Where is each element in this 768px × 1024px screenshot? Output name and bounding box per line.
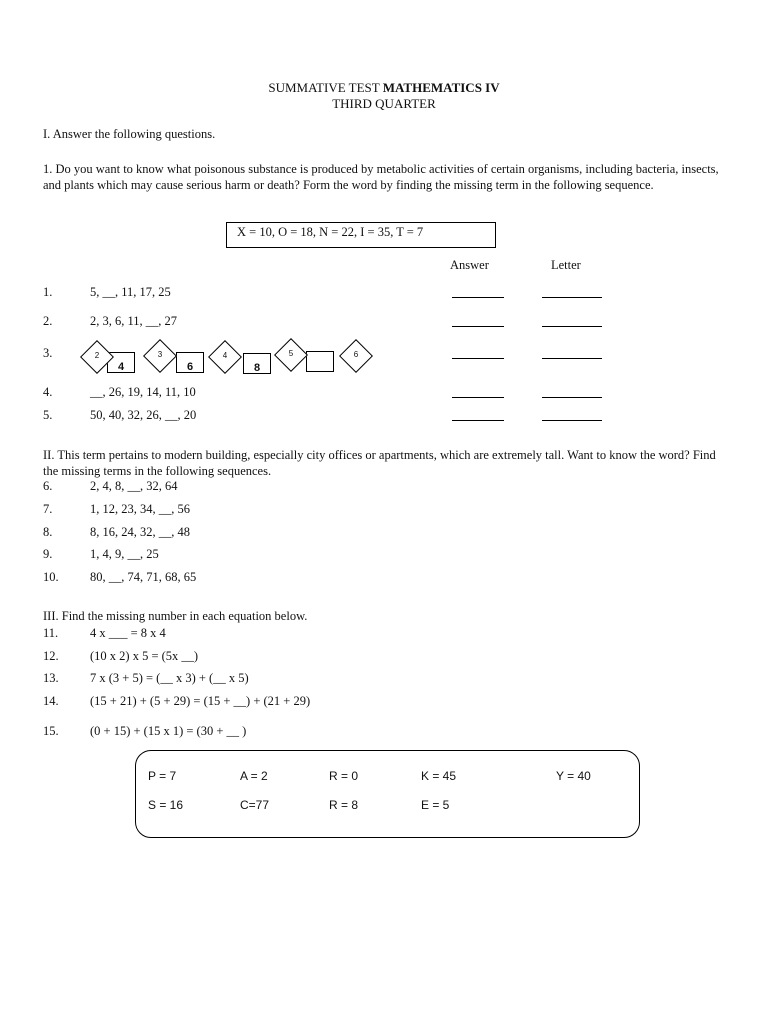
- item-number: 6.: [43, 479, 53, 493]
- item-number: 10.: [43, 570, 59, 584]
- key-entry: K = 45: [421, 769, 457, 783]
- sequence-text: 1, 4, 9, __, 25: [90, 547, 159, 561]
- item-number: 4.: [43, 385, 53, 399]
- item-number: 5.: [43, 408, 53, 422]
- key-entry: R = 0: [329, 769, 359, 783]
- item-number: 3.: [43, 346, 53, 360]
- sequence-text: 1, 12, 23, 34, __, 56: [90, 502, 190, 516]
- sequence-text: 8, 16, 24, 32, __, 48: [90, 525, 190, 539]
- letter-blank[interactable]: [542, 297, 602, 298]
- equation-text: 4 x ___ = 8 x 4: [90, 626, 166, 640]
- title-subject: MATHEMATICS IV: [382, 80, 500, 95]
- letter-blank[interactable]: [542, 358, 602, 359]
- legend-text: X = 10, O = 18, N = 22, I = 35, T = 7: [237, 225, 424, 239]
- pattern-square: 4: [107, 352, 135, 373]
- diamond-label: 6: [353, 350, 359, 359]
- section3-heading: III. Find the missing number in each equation below.: [43, 609, 308, 623]
- section1-prompt: 1. Do you want to know what poisonous substance is produced by metabolic activities of certain organisms, including bacteria, insects, and plants which may cause serious harm or death? Form the word by finding the missing term in the following sequence.: [43, 162, 719, 192]
- diamond-label: 3: [157, 350, 163, 359]
- answer-blank[interactable]: [452, 420, 504, 421]
- item-number: 14.: [43, 694, 59, 708]
- sequence-text: 50, 40, 32, 26, __, 20: [90, 408, 197, 422]
- equation-text: (15 + 21) + (5 + 29) = (15 + __) + (21 + 29): [90, 694, 311, 708]
- letter-blank[interactable]: [542, 420, 602, 421]
- legend-box: [226, 222, 496, 248]
- key-entry: P = 7: [148, 769, 177, 783]
- equation-text: (0 + 15) + (15 x 1) = (30 + __ ): [90, 724, 247, 738]
- equation-text: (10 x 2) x 5 = (5x __): [90, 649, 199, 663]
- pattern-square: 6: [176, 352, 204, 373]
- answer-blank[interactable]: [452, 358, 504, 359]
- sequence-text: 2, 4, 8, __, 32, 64: [90, 479, 178, 493]
- pattern-square: 8: [243, 353, 271, 374]
- letter-blank[interactable]: [542, 326, 602, 327]
- key-entry: C=77: [240, 798, 270, 812]
- sequence-text: 5, __, 11, 17, 25: [90, 285, 171, 299]
- diamond-label: 2: [94, 351, 100, 360]
- section2-heading: II. This term pertains to modern building, especially city offices or apartments, which are extremely tall. Want to know the word? Find the missing terms in the following sequences.: [43, 448, 716, 478]
- diamond-label: 5: [288, 349, 294, 358]
- key-entry: R = 8: [329, 798, 359, 812]
- test-title: [0, 80, 768, 96]
- letter-blank[interactable]: [542, 397, 602, 398]
- test-subtitle: THIRD QUARTER: [332, 96, 436, 111]
- item-number: 12.: [43, 649, 59, 663]
- section1-heading: I. Answer the following questions.: [43, 127, 216, 141]
- pattern-square-empty[interactable]: [306, 351, 334, 372]
- sequence-text: 80, __, 74, 71, 68, 65: [90, 570, 197, 584]
- key-entry: S = 16: [148, 798, 184, 812]
- answer-blank[interactable]: [452, 326, 504, 327]
- letter-key-box: [135, 750, 640, 838]
- answer-blank[interactable]: [452, 297, 504, 298]
- item-number: 9.: [43, 547, 53, 561]
- key-entry: E = 5: [421, 798, 450, 812]
- item-number: 8.: [43, 525, 53, 539]
- sequence-text: 2, 3, 6, 11, __, 27: [90, 314, 178, 328]
- key-entry: A = 2: [240, 769, 268, 783]
- column-header-answer: Answer: [450, 258, 489, 272]
- item-number: 7.: [43, 502, 53, 516]
- column-header-letter: Letter: [551, 258, 581, 272]
- diamond-label: 4: [222, 351, 228, 360]
- item-number: 11.: [43, 626, 59, 640]
- title-prefix: SUMMATIVE TEST: [268, 80, 383, 95]
- item-number: 1.: [43, 285, 53, 299]
- sequence-text: __, 26, 19, 14, 11, 10: [90, 385, 196, 399]
- item-number: 13.: [43, 671, 59, 685]
- item-number: 15.: [43, 724, 59, 738]
- answer-blank[interactable]: [452, 397, 504, 398]
- item-number: 2.: [43, 314, 53, 328]
- key-entry: Y = 40: [556, 769, 591, 783]
- equation-text: 7 x (3 + 5) = (__ x 3) + (__ x 5): [90, 671, 249, 685]
